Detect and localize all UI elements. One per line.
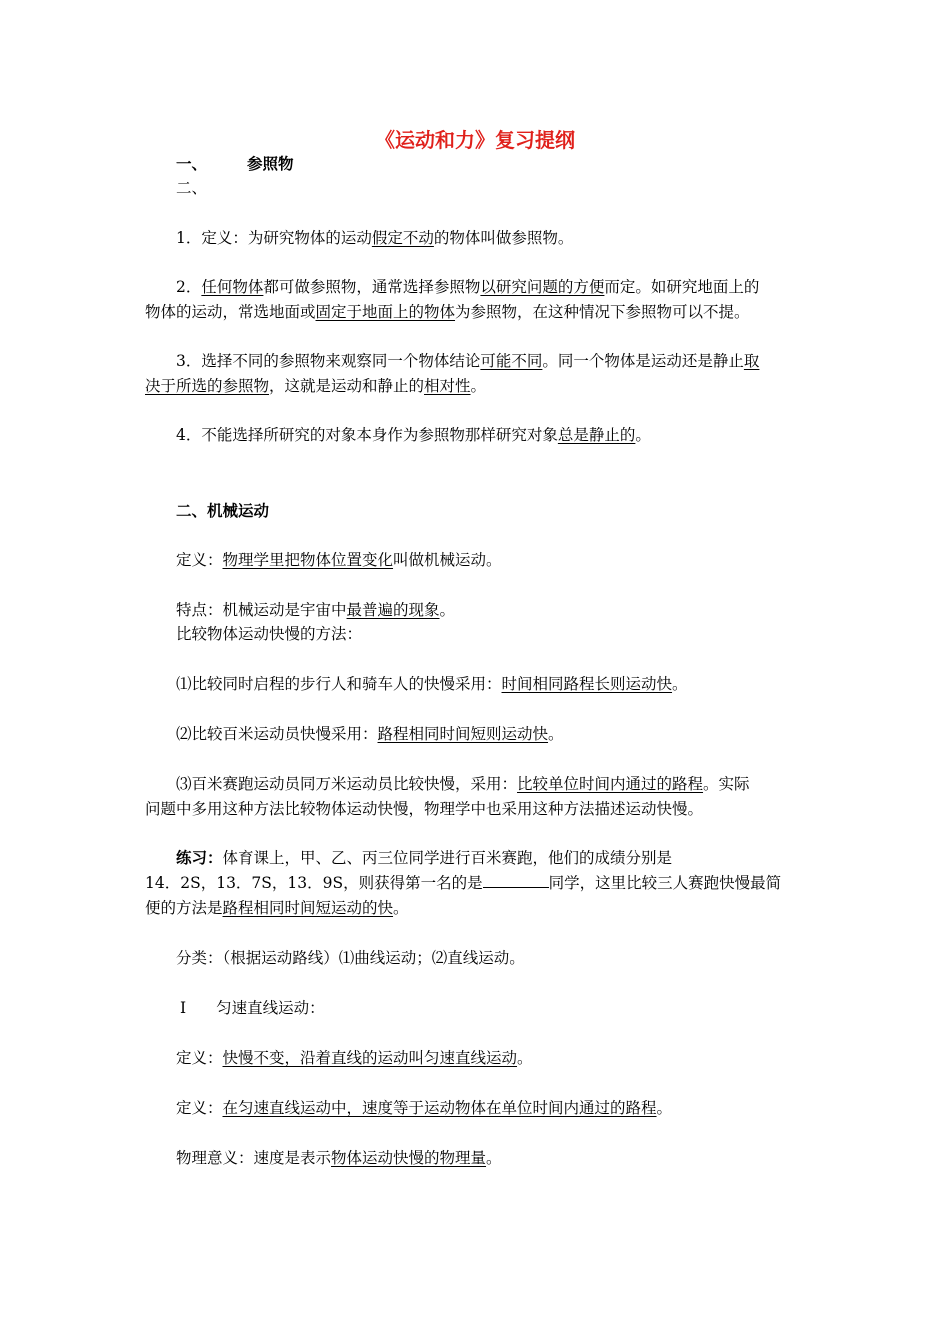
underlined-text: 总是静止的	[557, 426, 636, 444]
underlined-text: 物体运动快慢的物理量	[331, 1149, 487, 1167]
underlined-text: 假定不动	[371, 229, 434, 247]
text: ⑶百米赛跑运动员同万米运动员比较快慢，采用：	[176, 775, 518, 793]
exercise-cont	[145, 871, 815, 895]
text: 。	[672, 675, 688, 693]
underlined-text: 以研究问题的方便	[480, 278, 605, 296]
compare-methods-heading: 比较物体运动快慢的方法：	[176, 625, 363, 643]
method-one	[176, 672, 816, 696]
text: 体育课上，甲、乙、丙三位同学进行百米赛跑，他们的成绩分别是	[222, 849, 673, 867]
underlined-text: 时间相同路程长则运动快	[501, 675, 673, 693]
text: 。同一个物体是运动还是静止	[542, 352, 744, 370]
text: 都可做参照物，通常选择参照物	[263, 278, 481, 296]
underlined-text: 路程相同时间短运动的快	[222, 899, 394, 917]
text: 特点：机械运动是宇宙中	[176, 601, 347, 619]
paragraph-any-object-cont	[145, 300, 815, 324]
text: ⑵比较百米运动员快慢采用：	[176, 725, 378, 743]
underlined-text: 相对性	[424, 377, 471, 395]
section-number-two: 二、	[176, 179, 208, 197]
underlined-text: 可能不同	[480, 352, 543, 370]
text: 。实际	[703, 775, 750, 793]
method-two	[176, 722, 816, 746]
underlined-text: 快慢不变，沿着直线的运动叫匀速直线运动	[222, 1049, 518, 1067]
text: ⑴比较同时启程的步行人和骑车人的快慢采用：	[176, 675, 502, 693]
method-three-cont: 问题中多用这种方法比较物体运动快慢，物理学中也采用这种方法描述运动快慢。	[145, 800, 704, 818]
underlined-text: 路程相同时间短则运动快	[377, 725, 549, 743]
text: 匀速直线运动：	[216, 999, 325, 1017]
text: 物体的运动，常选地面或	[145, 303, 316, 321]
text: 。	[656, 1099, 673, 1117]
text: 便的方法是	[145, 899, 223, 917]
text: 为参照物，在这种情况下参照物可以不提。	[455, 303, 750, 321]
text: 4．不能选择所研究的对象本身作为参照物那样研究对象	[176, 426, 558, 444]
text: 2．	[176, 278, 202, 296]
text: 物理意义：速度是表示	[176, 1149, 332, 1167]
underlined-text: 物理学里把物体位置变化	[222, 551, 394, 569]
underlined-text: 取	[743, 352, 760, 370]
exercise-cont-2	[145, 896, 815, 920]
exercise-label: 练习：	[176, 849, 223, 867]
paragraph-self-reference	[176, 423, 816, 447]
text: 的物体叫做参照物。	[433, 229, 574, 247]
section-number: 一、	[176, 155, 208, 173]
section-heading-reference	[176, 152, 816, 176]
paragraph-any-object	[176, 275, 816, 299]
section-heading-mechanical: 二、机械运动	[176, 502, 270, 520]
text: 3．选择不同的参照物来观察同一个物体结论	[176, 352, 481, 370]
text: 定义：	[176, 1049, 223, 1067]
method-three	[176, 772, 816, 796]
text: 。	[635, 426, 651, 444]
underlined-text: 固定于地面上的物体	[315, 303, 456, 321]
underlined-text: 任何物体	[201, 278, 264, 296]
text: ，这就是运动和静止的	[269, 377, 425, 395]
paragraph-relativity-cont	[145, 374, 815, 398]
underlined-text: 决于所选的参照物	[145, 377, 270, 395]
roman-numeral: Ⅰ	[180, 999, 187, 1017]
text: 而定。如研究地面上的	[604, 278, 760, 296]
exercise	[176, 846, 816, 870]
underlined-text: 比较单位时间内通过的路程	[517, 775, 704, 793]
page-title: 《运动和力》复习提纲	[375, 128, 575, 152]
text: 。	[486, 1149, 502, 1167]
text: 叫做机械运动。	[393, 551, 502, 569]
text: 。	[439, 601, 456, 619]
text: 定义：	[176, 551, 223, 569]
text: 14．2S，13．7S，13．9S，则获得第一名的是	[145, 874, 483, 892]
text: 定义：	[176, 1099, 223, 1117]
underlined-text: 最普遍的现象	[346, 601, 440, 619]
speed-definition	[176, 1096, 816, 1120]
answer-blank[interactable]	[483, 871, 549, 888]
classification: 分类：（根据运动路线）⑴曲线运动；⑵直线运动。	[176, 949, 525, 967]
text: 。	[548, 725, 564, 743]
underlined-text: 在匀速直线运动中，速度等于运动物体在单位时间内通过的路程	[222, 1099, 657, 1117]
mechanical-definition	[176, 548, 816, 572]
uniform-motion-heading	[180, 996, 850, 1020]
mechanical-feature	[176, 598, 816, 622]
paragraph-definition	[176, 226, 816, 250]
section-label: 参照物	[247, 155, 294, 173]
text: 。	[517, 1049, 533, 1067]
text: 。	[470, 377, 487, 395]
text: 1．定义：为研究物体的运动	[176, 229, 372, 247]
paragraph-relativity	[176, 349, 816, 373]
uniform-definition	[176, 1046, 816, 1070]
text: 同学，这里比较三人赛跑快慢最简	[548, 874, 782, 892]
physical-meaning	[176, 1146, 816, 1170]
text: 。	[393, 899, 409, 917]
